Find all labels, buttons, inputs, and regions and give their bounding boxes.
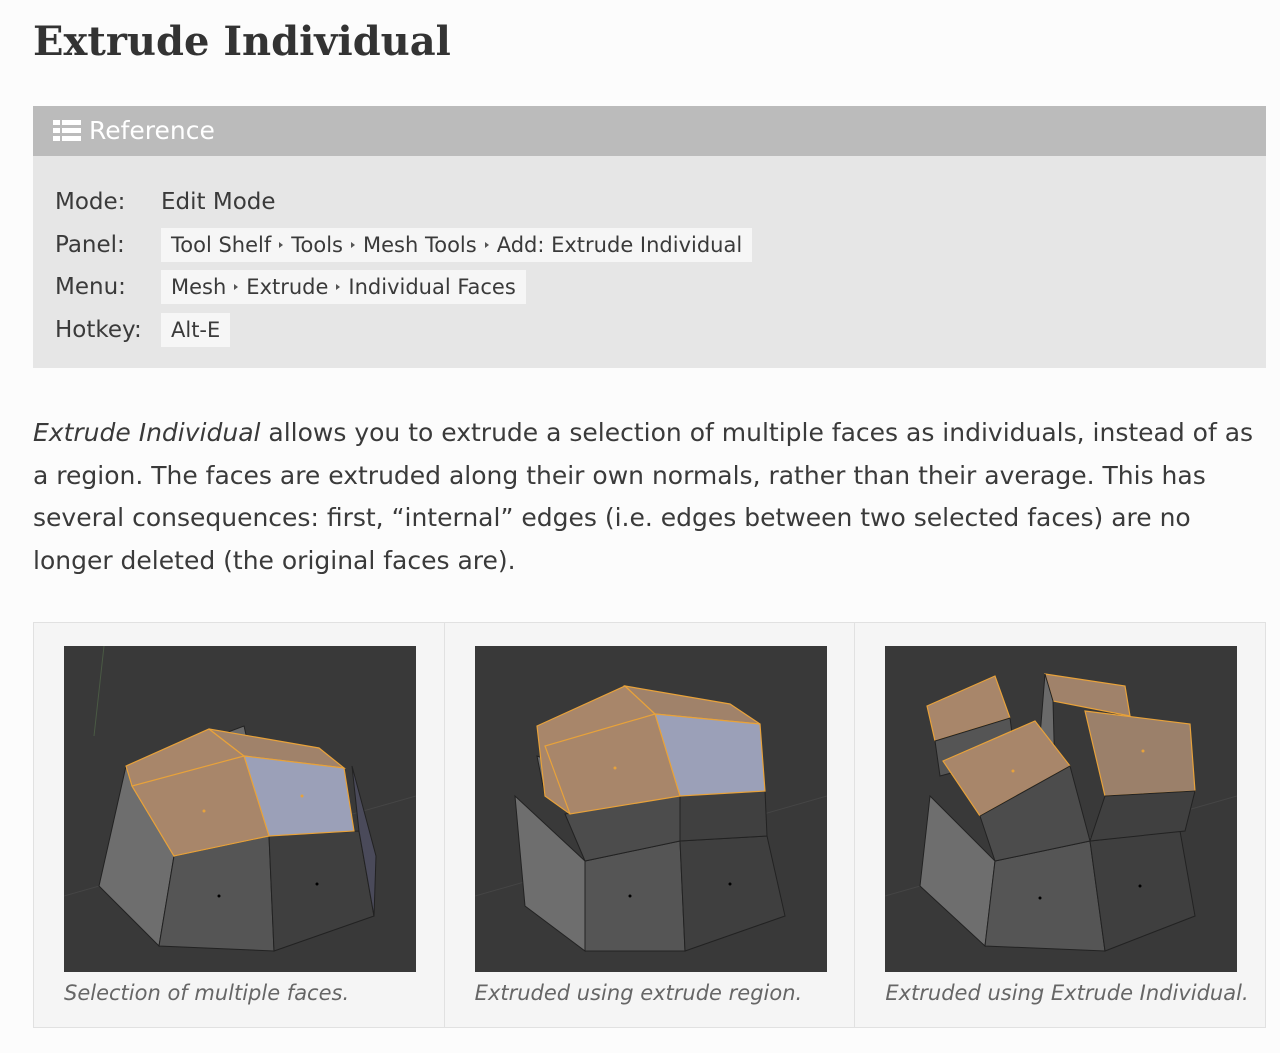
page-title: Extrude Individual (33, 18, 451, 65)
crumb-arrow-icon (351, 242, 355, 248)
crumb: Alt-E (171, 317, 221, 342)
reference-title: Reference (89, 116, 215, 145)
figure-caption: Extruded using Extrude Individual. (885, 981, 1249, 1005)
viewport-image (885, 646, 1237, 972)
crumb-arrow-icon (234, 284, 238, 290)
crumb: Mesh Tools (363, 232, 477, 257)
crumb-arrow-icon (485, 242, 489, 248)
menu-breadcrumb (161, 270, 526, 304)
reference-header (33, 106, 1266, 156)
reference-table (55, 181, 752, 351)
crumb-arrow-icon (336, 284, 340, 290)
reference-key: Panel: (55, 231, 125, 258)
reference-key: Mode: (55, 189, 126, 216)
figure-caption: Extruded using extrude region. (474, 981, 803, 1005)
reference-row-hotkey (55, 309, 752, 352)
description-paragraph (33, 412, 1263, 582)
crumb: Tool Shelf (171, 232, 272, 257)
emphasis-term: Extrude Individual (33, 418, 261, 447)
reference-box (33, 106, 1266, 368)
reference-key: Hotkey: (55, 316, 142, 343)
reference-row-mode (55, 181, 752, 224)
list-icon (53, 120, 81, 142)
hotkey-value (161, 313, 230, 347)
crumb: Extrude (246, 275, 329, 300)
viewport-image (64, 646, 416, 972)
figure-selection (34, 623, 445, 1027)
figure-row (33, 622, 1266, 1028)
figure-extrude-individual (855, 623, 1265, 1027)
reference-value: Edit Mode (161, 189, 276, 216)
reference-row-panel (55, 224, 752, 267)
panel-breadcrumb (161, 228, 752, 262)
crumb-arrow-icon (279, 242, 283, 248)
figure-caption: Selection of multiple faces. (64, 981, 350, 1005)
crumb: Tools (291, 232, 343, 257)
figure-extrude-region (445, 623, 856, 1027)
reference-key: Menu: (55, 274, 126, 301)
reference-row-menu (55, 266, 752, 309)
crumb: Individual Faces (348, 275, 516, 300)
viewport-image (475, 646, 827, 972)
crumb: Mesh (171, 275, 227, 300)
description-text: allows you to extrude a selection of multiple faces as individuals, instead of as a region. The faces are extruded along their own normals, rather than their average. This has several consequences: first, “internal” edges (i.e. edges between two selected faces) are no longer deleted (the original faces are). (33, 418, 1254, 575)
crumb: Add: Extrude Individual (496, 232, 743, 257)
